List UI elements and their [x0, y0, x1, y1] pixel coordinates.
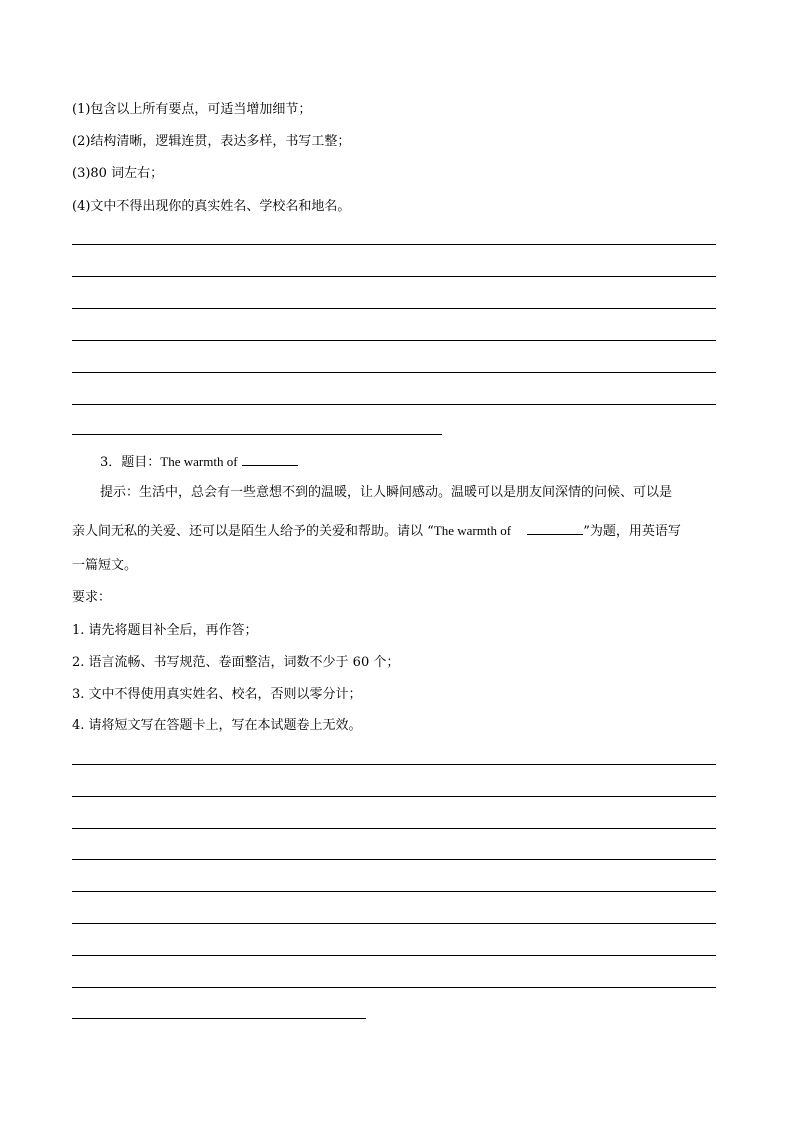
hint-text-b: ”为题，用英语写 [583, 524, 681, 539]
sec2-requirement-2: (2)结构清晰，逻辑连贯，表达多样，书写工整； [72, 134, 351, 149]
sec2-requirement-4: (4)文中不得出现你的真实姓名、学校名和地名。 [72, 199, 351, 214]
sec2-requirement-1: (1)包含以上所有要点，可适当增加细节； [72, 102, 312, 117]
title-blank [242, 451, 298, 466]
answer-line [72, 859, 716, 860]
sec3-requirement-3: 3. 文中不得使用真实姓名、校名，否则以零分计； [72, 687, 362, 702]
answer-line [72, 404, 716, 405]
answer-line [72, 372, 716, 373]
answer-line [72, 764, 716, 765]
answer-line [72, 955, 716, 956]
sec3-hint-line-3: 一篇短文。 [72, 558, 138, 573]
sec3-requirements-heading: 要求： [72, 590, 112, 605]
answer-line [72, 340, 716, 341]
answer-line [72, 796, 716, 797]
answer-line [72, 828, 716, 829]
sec3-title [100, 451, 298, 472]
answer-line-short [72, 434, 442, 435]
sec3-requirement-2: 2. 语言流畅、书写规范、卷面整洁，词数不少于 60 个； [72, 655, 400, 670]
sec3-title-en: The warmth of [160, 454, 238, 469]
answer-line [72, 923, 716, 924]
hint-text-en: The warmth of [433, 523, 512, 538]
answer-line [72, 276, 716, 277]
answer-line [72, 891, 716, 892]
answer-line-short [72, 1018, 366, 1019]
answer-line [72, 244, 716, 245]
sec2-requirement-3: (3)80 词左右； [72, 166, 164, 181]
answer-line [72, 308, 716, 309]
hint-blank [527, 520, 583, 535]
sec3-title-prefix: 3．题目： [100, 455, 161, 470]
sec3-requirement-1: 1. 请先将题目补全后，再作答； [72, 623, 258, 638]
sec3-hint-line-2 [72, 520, 681, 541]
answer-line [72, 987, 716, 988]
sec3-hint-line-1: 提示：生活中，总会有一些意想不到的温暖，让人瞬间感动。温暖可以是朋友间深情的问候、可以是 [100, 485, 673, 500]
sec3-requirement-4: 4. 请将短文写在答题卡上，写在本试题卷上无效。 [72, 718, 362, 733]
hint-text-a: 亲人间无私的关爱、还可以是陌生人给予的关爱和帮助。请以 “ [72, 524, 434, 539]
